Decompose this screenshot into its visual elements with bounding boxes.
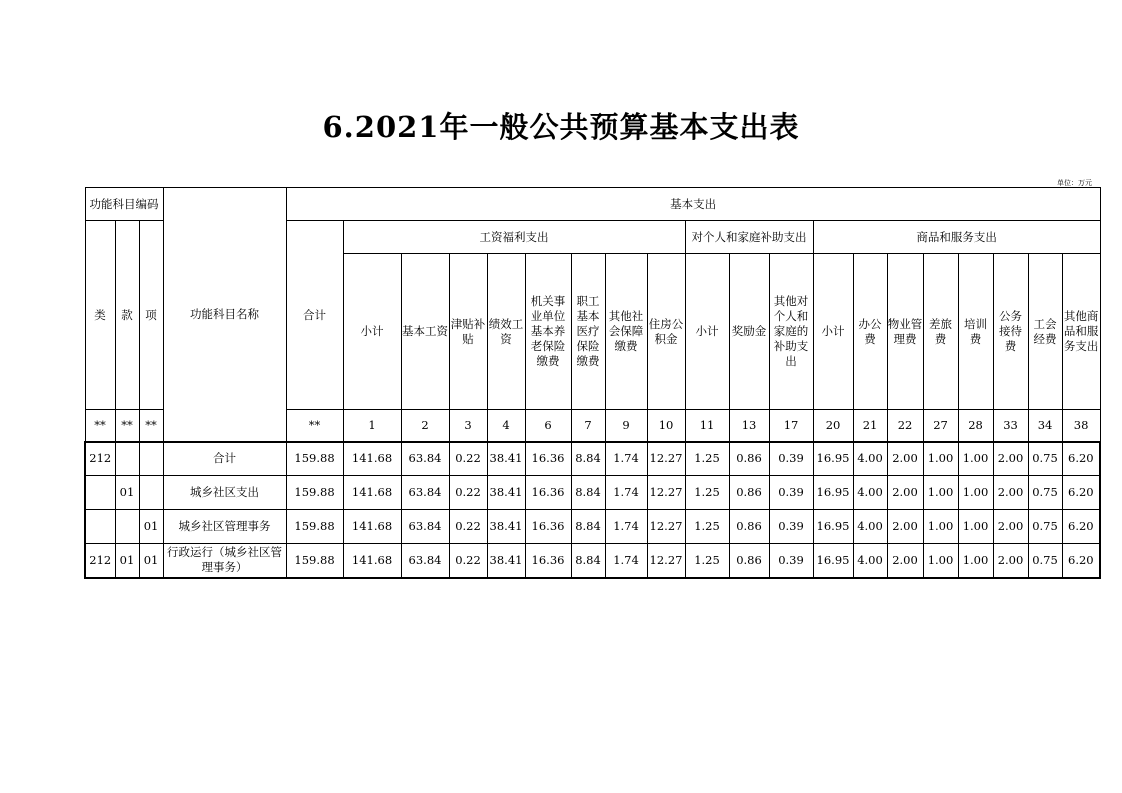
col-header: 其他商品和服务支出 [1062, 254, 1100, 410]
index-cell: 3 [449, 410, 487, 442]
goods-group-header: 商品和服务支出 [813, 221, 1100, 254]
value-cell: 0.22 [449, 476, 487, 510]
index-cell: 33 [993, 410, 1028, 442]
value-cell: 16.36 [525, 442, 571, 476]
index-cell: 21 [853, 410, 887, 442]
value-cell: 1.00 [958, 544, 993, 578]
index-cell: ** [115, 410, 139, 442]
name-cell: 城乡社区管理事务 [163, 510, 286, 544]
col-header: 其他社会保障缴费 [605, 254, 647, 410]
col-header: 津贴补贴 [449, 254, 487, 410]
value-cell: 1.00 [958, 442, 993, 476]
index-cell: 34 [1028, 410, 1062, 442]
kuan-cell: 01 [115, 544, 139, 578]
basic-expense-header: 基本支出 [286, 188, 1100, 221]
xiang-cell [139, 476, 163, 510]
lei-header: 类 [85, 221, 115, 410]
value-cell: 8.84 [571, 544, 605, 578]
value-cell: 6.20 [1062, 544, 1100, 578]
index-cell: 11 [685, 410, 729, 442]
value-cell: 2.00 [993, 476, 1028, 510]
value-cell: 0.86 [729, 544, 769, 578]
kuan-cell: 01 [115, 476, 139, 510]
value-cell: 0.75 [1028, 544, 1062, 578]
value-cell: 159.88 [286, 442, 343, 476]
value-cell: 16.95 [813, 544, 853, 578]
value-cell: 16.95 [813, 476, 853, 510]
value-cell: 1.25 [685, 544, 729, 578]
index-cell: ** [85, 410, 115, 442]
value-cell: 0.86 [729, 476, 769, 510]
value-cell: 1.25 [685, 510, 729, 544]
value-cell: 141.68 [343, 544, 401, 578]
value-cell: 38.41 [487, 442, 525, 476]
lei-cell: 212 [85, 544, 115, 578]
total-header: 合计 [286, 221, 343, 410]
value-cell: 2.00 [993, 442, 1028, 476]
col-header: 办公费 [853, 254, 887, 410]
xiang-cell: 01 [139, 544, 163, 578]
value-cell: 0.39 [769, 544, 813, 578]
col-header: 绩效工资 [487, 254, 525, 410]
value-cell: 6.20 [1062, 442, 1100, 476]
value-cell: 16.95 [813, 442, 853, 476]
value-cell: 0.86 [729, 442, 769, 476]
value-cell: 0.22 [449, 544, 487, 578]
value-cell: 0.39 [769, 442, 813, 476]
col-header: 公务接待费 [993, 254, 1028, 410]
col-header: 小计 [343, 254, 401, 410]
value-cell: 38.41 [487, 476, 525, 510]
value-cell: 1.74 [605, 544, 647, 578]
xiang-header: 项 [139, 221, 163, 410]
index-cell: 4 [487, 410, 525, 442]
index-cell: 2 [401, 410, 449, 442]
col-header: 工会经费 [1028, 254, 1062, 410]
col-header: 差旅费 [923, 254, 958, 410]
value-cell: 63.84 [401, 544, 449, 578]
value-cell: 141.68 [343, 476, 401, 510]
value-cell: 2.00 [993, 544, 1028, 578]
value-cell: 1.00 [958, 510, 993, 544]
value-cell: 63.84 [401, 476, 449, 510]
xiang-cell: 01 [139, 510, 163, 544]
value-cell: 63.84 [401, 510, 449, 544]
col-header: 物业管理费 [887, 254, 923, 410]
index-cell: ** [286, 410, 343, 442]
kuan-cell [115, 510, 139, 544]
value-cell: 4.00 [853, 442, 887, 476]
value-cell: 1.00 [923, 510, 958, 544]
value-cell: 0.22 [449, 510, 487, 544]
index-cell: 13 [729, 410, 769, 442]
index-cell: 10 [647, 410, 685, 442]
value-cell: 2.00 [887, 442, 923, 476]
value-cell: 141.68 [343, 510, 401, 544]
name-cell: 行政运行（城乡社区管理事务） [163, 544, 286, 578]
lei-cell [85, 510, 115, 544]
table-row [85, 442, 1100, 476]
value-cell: 0.75 [1028, 476, 1062, 510]
index-cell: 27 [923, 410, 958, 442]
col-header: 小计 [685, 254, 729, 410]
table-row [85, 476, 1100, 510]
index-cell: 22 [887, 410, 923, 442]
kuan-header: 款 [115, 221, 139, 410]
value-cell: 6.20 [1062, 510, 1100, 544]
value-cell: 12.27 [647, 544, 685, 578]
value-cell: 8.84 [571, 510, 605, 544]
value-cell: 4.00 [853, 544, 887, 578]
col-header: 机关事业单位基本养老保险缴费 [525, 254, 571, 410]
value-cell: 1.00 [923, 544, 958, 578]
name-cell: 合计 [163, 442, 286, 476]
value-cell: 2.00 [887, 544, 923, 578]
value-cell: 4.00 [853, 476, 887, 510]
value-cell: 16.95 [813, 510, 853, 544]
value-cell: 16.36 [525, 476, 571, 510]
value-cell: 12.27 [647, 476, 685, 510]
code-group-header: 功能科目编码 [85, 188, 163, 221]
col-header: 小计 [813, 254, 853, 410]
index-cell: 7 [571, 410, 605, 442]
index-cell: ** [139, 410, 163, 442]
value-cell: 159.88 [286, 510, 343, 544]
value-cell: 0.86 [729, 510, 769, 544]
value-cell: 16.36 [525, 544, 571, 578]
index-cell: 6 [525, 410, 571, 442]
unit-label: 单位：万元 [1057, 179, 1092, 187]
index-cell: 20 [813, 410, 853, 442]
name-header: 功能科目名称 [163, 188, 286, 442]
value-cell: 1.74 [605, 476, 647, 510]
value-cell: 1.74 [605, 510, 647, 544]
salary-group-header: 工资福利支出 [343, 221, 685, 254]
value-cell: 0.22 [449, 442, 487, 476]
table-row [85, 510, 1100, 544]
value-cell: 1.25 [685, 476, 729, 510]
lei-cell: 212 [85, 442, 115, 476]
budget-table [84, 187, 1101, 579]
value-cell: 1.00 [923, 442, 958, 476]
value-cell: 0.39 [769, 476, 813, 510]
value-cell: 1.25 [685, 442, 729, 476]
col-header: 其他对个人和家庭的补助支出 [769, 254, 813, 410]
value-cell: 8.84 [571, 476, 605, 510]
value-cell: 0.39 [769, 510, 813, 544]
value-cell: 1.74 [605, 442, 647, 476]
value-cell: 63.84 [401, 442, 449, 476]
index-cell: 1 [343, 410, 401, 442]
value-cell: 2.00 [887, 476, 923, 510]
value-cell: 12.27 [647, 442, 685, 476]
col-header: 职工基本医疗保险缴费 [571, 254, 605, 410]
col-header: 培训费 [958, 254, 993, 410]
index-cell: 17 [769, 410, 813, 442]
value-cell: 0.75 [1028, 442, 1062, 476]
value-cell: 159.88 [286, 476, 343, 510]
xiang-cell [139, 442, 163, 476]
kuan-cell [115, 442, 139, 476]
index-cell: 38 [1062, 410, 1100, 442]
value-cell: 1.00 [923, 476, 958, 510]
value-cell: 4.00 [853, 510, 887, 544]
table-row [85, 544, 1100, 578]
value-cell: 16.36 [525, 510, 571, 544]
col-header: 奖励金 [729, 254, 769, 410]
col-header: 住房公积金 [647, 254, 685, 410]
value-cell: 38.41 [487, 510, 525, 544]
col-header: 基本工资 [401, 254, 449, 410]
value-cell: 6.20 [1062, 476, 1100, 510]
page-title: 6.2021年一般公共预算基本支出表 [322, 110, 800, 144]
personal-group-header: 对个人和家庭补助支出 [685, 221, 813, 254]
lei-cell [85, 476, 115, 510]
index-cell: 9 [605, 410, 647, 442]
value-cell: 38.41 [487, 544, 525, 578]
value-cell: 1.00 [958, 476, 993, 510]
value-cell: 159.88 [286, 544, 343, 578]
value-cell: 8.84 [571, 442, 605, 476]
value-cell: 2.00 [993, 510, 1028, 544]
value-cell: 141.68 [343, 442, 401, 476]
value-cell: 0.75 [1028, 510, 1062, 544]
value-cell: 2.00 [887, 510, 923, 544]
value-cell: 12.27 [647, 510, 685, 544]
index-cell: 28 [958, 410, 993, 442]
name-cell: 城乡社区支出 [163, 476, 286, 510]
